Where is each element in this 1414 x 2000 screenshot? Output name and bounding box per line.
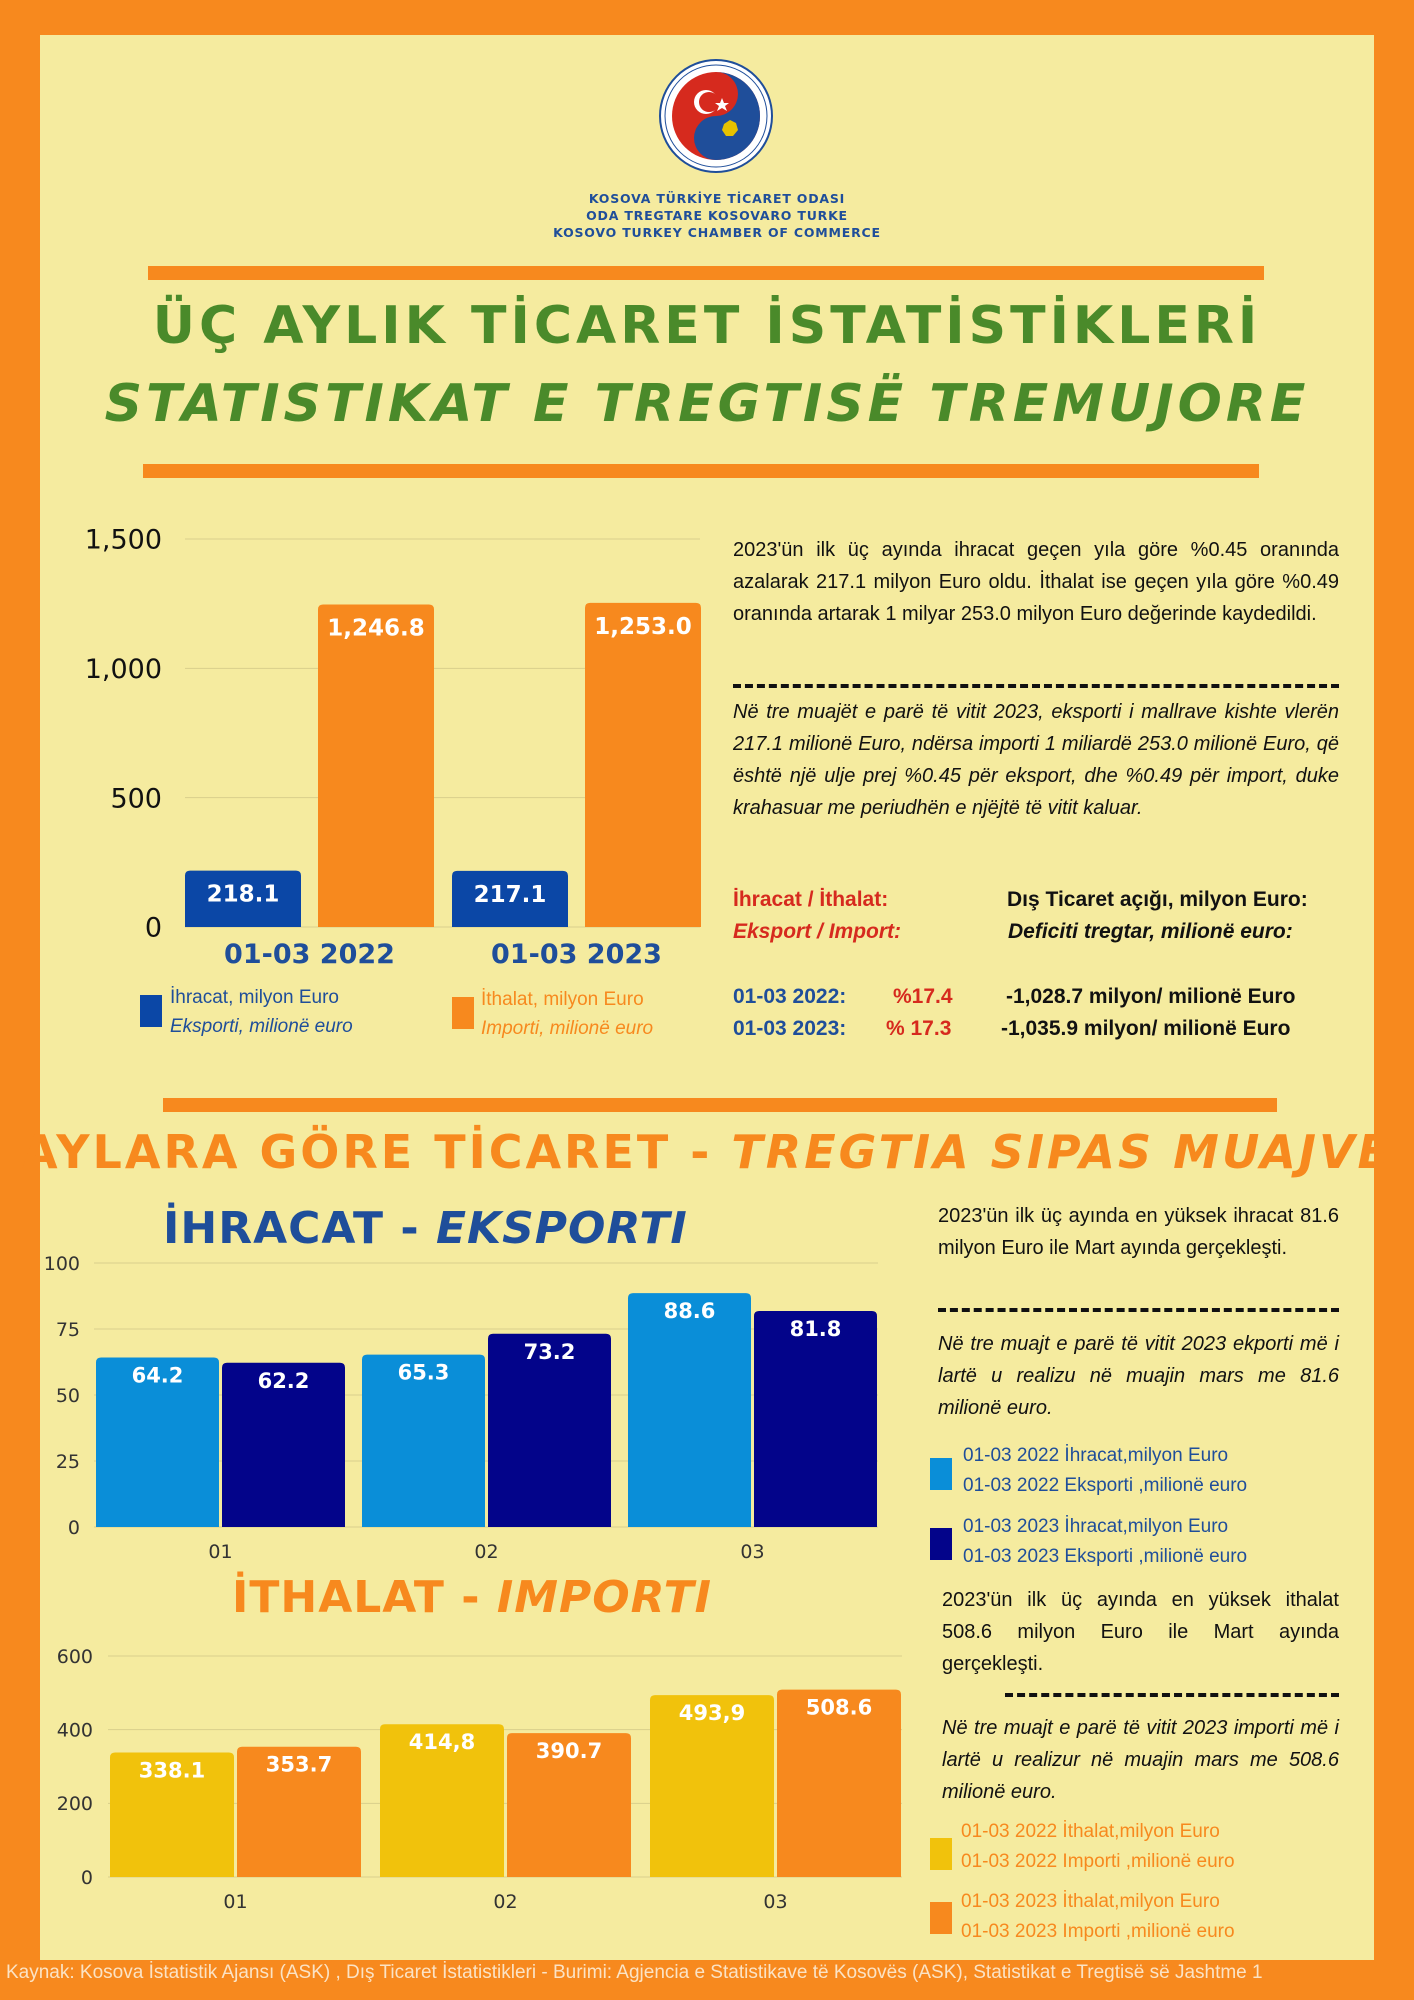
monthly-heading-tr: AYLARA GÖRE TİCARET -	[22, 1125, 732, 1179]
summary-text-tr: 2023'ün ilk üç ayında ihracat geçen yıla göre %0.45 oranında azalarak 217.1 milyon Euro oldu. İthalat ise geçen yıla göre %0.49 oranında artarak 1 milyar 253.0 milyon Euro değerinde kaydedildi.	[733, 539, 1339, 625]
export-heading-tr: İHRACAT -	[163, 1203, 436, 1254]
bar-value-label: 353.7	[265, 1752, 333, 1777]
ratio-label-tr: İhracat / İthalat:	[733, 888, 889, 911]
import-divider	[1005, 1693, 1339, 1697]
bar-value-label: 1,253.0	[594, 613, 692, 640]
bar-value-label: 65.3	[397, 1360, 450, 1385]
bar	[318, 604, 434, 927]
deficit-label-tr: Dış Ticaret açığı, milyon Euro:	[1007, 888, 1308, 911]
y-tick-label: 200	[56, 1793, 93, 1816]
ratio-label-sq: Eksport / Import:	[733, 920, 902, 943]
x-category-label: 01-03 2023	[491, 939, 662, 970]
y-tick-label: 600	[56, 1645, 93, 1668]
bar-value-label: 217.1	[473, 881, 547, 908]
legend-swatch-import	[452, 997, 474, 1029]
bar-value-label: 390.7	[535, 1739, 603, 1764]
title-rule-top	[148, 266, 1264, 280]
import-heading	[232, 1572, 712, 1623]
ratio-2022: %17.4	[893, 985, 953, 1008]
legend-export-2022-tr: 01-03 2022 İhracat,milyon Euro	[963, 1445, 1229, 1466]
x-category-label: 02	[474, 1541, 499, 1563]
legend-import-2023-tr: 01-03 2023 İthalat,milyon Euro	[961, 1891, 1220, 1912]
import-heading-sq: IMPORTI	[496, 1572, 712, 1623]
ratio-2023: % 17.3	[886, 1017, 952, 1040]
summary-bar-chart	[40, 505, 720, 1045]
x-category-label: 01	[223, 1891, 248, 1913]
export-heading-sq: EKSPORTI	[435, 1203, 688, 1254]
page-title-tr: ÜÇ AYLIK TİCARET İSTATİSTİKLERİ	[152, 296, 1262, 356]
chamber-logo	[658, 58, 774, 174]
export-text-tr: 2023'ün ilk üç ayında en yüksek ihracat 81.6 milyon Euro ile Mart ayında gerçekleşti.	[938, 1205, 1339, 1259]
import-text-tr: 2023'ün ilk üç ayında en yüksek ithalat 508.6 milyon Euro ile Mart ayında gerçekleşti.	[942, 1589, 1339, 1675]
org-name-sq: ODA TREGTARE KOSOVARO TURKE	[586, 208, 848, 223]
title-rule-bottom	[143, 464, 1259, 478]
y-tick-label: 0	[80, 1866, 93, 1889]
x-category-label: 02	[493, 1891, 518, 1913]
export-bar-chart	[20, 1245, 900, 1570]
x-category-label: 01-03 2022	[224, 939, 395, 970]
deficit-label-sq: Deficiti tregtar, milionë euro:	[1008, 920, 1293, 943]
y-tick-label: 50	[55, 1384, 80, 1407]
bar	[585, 603, 701, 927]
bar-value-label: 73.2	[523, 1339, 576, 1364]
y-tick-label: 1,000	[84, 654, 162, 686]
org-name-tr: KOSOVA TÜRKİYE TİCARET ODASI	[588, 191, 846, 206]
bar	[628, 1293, 751, 1527]
bar-value-label: 1,246.8	[327, 615, 425, 642]
legend-export-2023-sq: 01-03 2023 Eksporti ,milionë euro	[963, 1546, 1248, 1567]
legend-export-tr: İhracat, milyon Euro	[170, 987, 339, 1008]
summary-text-sq: Në tre muajët e parë të vitit 2023, eksporti i mallrave kishte vlerën 217.1 milionë Euro, ndërsa importi 1 miliardë 253.0 milionë Euro, që është një ulje prej %0.45 për eksport, dhe %0.49 për import, duke krahasuar me periudhën e njëjtë të vitit kaluar.	[733, 701, 1339, 819]
period-2022: 01-03 2022:	[733, 985, 847, 1008]
bar-value-label: 414,8	[408, 1730, 476, 1755]
y-tick-label: 25	[55, 1450, 80, 1473]
monthly-heading-sq: TREGTIA SIPAS MUAJVE	[731, 1125, 1392, 1179]
bar-value-label: 81.8	[789, 1317, 842, 1342]
y-tick-label: 0	[144, 912, 162, 944]
import-heading-tr: İTHALAT -	[232, 1572, 497, 1623]
legend-export-2023-tr: 01-03 2023 İhracat,milyon Euro	[963, 1516, 1229, 1537]
deficit-2023: -1,035.9 milyon/ milionë Euro	[1001, 1017, 1291, 1040]
legend-import-2023-sq: 01-03 2023 Importi ,milionë euro	[961, 1921, 1235, 1942]
section-rule	[163, 1098, 1277, 1112]
monthly-heading	[0, 1125, 1414, 1179]
y-tick-label: 75	[55, 1318, 80, 1341]
page-title-sq: STATISTIKAT E TREGTISË TREMUJORE	[104, 374, 1310, 434]
export-text-sq: Në tre muajt e parë të vitit 2023 ekporti më i lartë u realizu në muajin mars me 81.6 milionë euro.	[938, 1333, 1339, 1419]
bar-value-label: 62.2	[257, 1368, 310, 1393]
import-bar-chart	[40, 1640, 910, 1925]
bar-value-label: 88.6	[663, 1299, 716, 1324]
y-tick-label: 1,500	[84, 524, 162, 556]
legend-swatch-export-2023	[930, 1528, 952, 1560]
bar-value-label: 493,9	[678, 1701, 746, 1726]
legend-swatch-import-2023	[930, 1902, 952, 1934]
bar-value-label: 508.6	[805, 1695, 873, 1720]
legend-swatch-export-2022	[930, 1458, 952, 1490]
export-divider	[938, 1308, 1339, 1312]
source-footer: Kaynak: Kosova İstatistik Ajansı (ASK) , Dış Ticaret İstatistikleri - Burimi: Agjencia e Statistikave të Kosovës (ASK), Statistikat e Tregtisë së Jashtme 1	[6, 1962, 1263, 1983]
legend-import-2022-tr: 01-03 2022 İthalat,milyon Euro	[961, 1821, 1220, 1842]
import-text-sq: Në tre muajt e parë të vitit 2023 importi më i lartë u realizur në muajin mars me 508.6 milionë euro.	[942, 1717, 1339, 1803]
legend-swatch-import-2022	[930, 1838, 952, 1870]
period-2023: 01-03 2023:	[733, 1017, 847, 1040]
bar-value-label: 64.2	[131, 1363, 184, 1388]
legend-import-tr: İthalat, milyon Euro	[481, 989, 644, 1010]
bar	[754, 1311, 877, 1527]
bar-value-label: 338.1	[138, 1758, 206, 1783]
org-name-en: KOSOVO TURKEY CHAMBER OF COMMERCE	[553, 225, 881, 240]
legend-import-sq: Importi, milionë euro	[481, 1018, 654, 1039]
legend-export-sq: Eksporti, milionë euro	[170, 1016, 353, 1037]
summary-divider	[733, 684, 1339, 688]
x-category-label: 03	[740, 1541, 765, 1563]
x-category-label: 03	[763, 1891, 788, 1913]
y-tick-label: 400	[56, 1719, 93, 1742]
y-tick-label: 100	[43, 1252, 80, 1275]
legend-swatch-export	[140, 995, 162, 1027]
y-tick-label: 500	[110, 783, 162, 815]
bar-value-label: 218.1	[206, 881, 280, 908]
deficit-2022: -1,028.7 milyon/ milionë Euro	[1006, 985, 1296, 1008]
y-tick-label: 0	[67, 1516, 80, 1539]
legend-import-2022-sq: 01-03 2022 Importi ,milionë euro	[961, 1851, 1235, 1872]
x-category-label: 01	[208, 1541, 233, 1563]
legend-export-2022-sq: 01-03 2022 Eksporti ,milionë euro	[963, 1475, 1248, 1496]
